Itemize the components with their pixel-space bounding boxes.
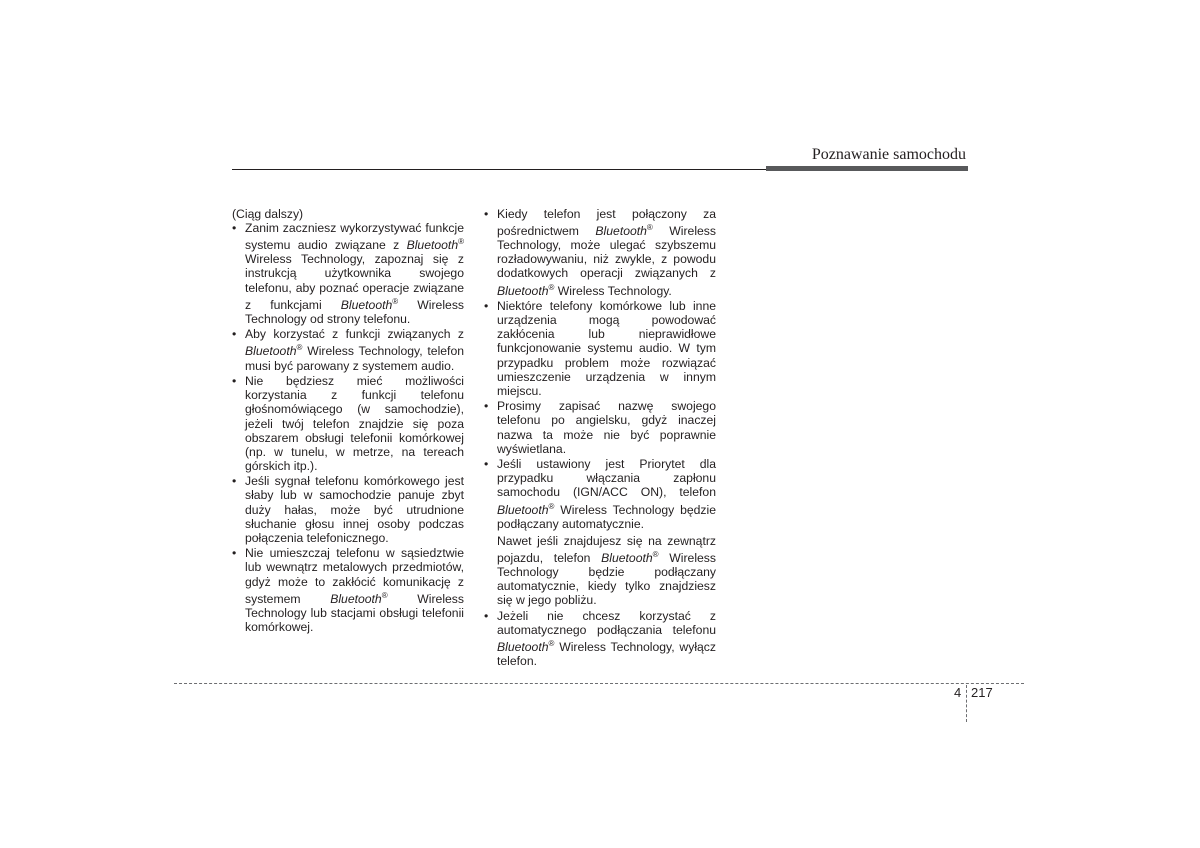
registered-mark: ®: [392, 296, 399, 306]
bullet-item: [484, 299, 716, 398]
bullet-item: [232, 546, 464, 634]
bluetooth-term: Bluetooth: [406, 238, 459, 253]
bullet-text: Wireless Technology będzie podłączany automatycznie.: [497, 502, 716, 531]
bluetooth-term: Bluetooth: [497, 283, 549, 298]
bullet-text: Wireless Technology będzie podłączany automatycznie, kiedy tylko znajdziesz się w jego pobliżu.: [497, 550, 716, 608]
bullet-item: [484, 609, 716, 668]
bullet-text: Aby korzystać z funkcji związanych z: [245, 327, 464, 342]
registered-mark: ®: [381, 590, 388, 600]
bullet-text: Wireless Technology lub stacjami obsługi telefonii komórkowej.: [245, 591, 464, 634]
bluetooth-term: Bluetooth: [245, 344, 297, 359]
registered-mark: ®: [646, 223, 653, 233]
registered-mark: ®: [548, 501, 555, 511]
bullet-text: Nie będziesz mieć możliwości korzystania z funkcji telefonu głośnomówiącego (w samochodzie), jeżeli twój telefon znajdzie się poza obszarem obsługi telefonii komórkowej (np. w tunelu, w metrze, na tereach górskich itp.).: [245, 374, 464, 473]
footer-divider: [966, 685, 967, 722]
page-number: 217: [971, 685, 993, 700]
bullet-text: Wireless Technology, telefon musi być parowany z systemem audio.: [245, 344, 464, 373]
bullet-text: Niektóre telefony komórkowe lub inne urządzenia mogą powodować zakłócenia lub nieprawidłowe funkcjonowanie systemu audio. W tym przypadku problem może rozwiązać umieszczenie urządzenia w innym miejscu.: [497, 299, 716, 398]
bullet-text: Jeśli sygnał telefonu komórkowego jest słaby lub w samochodzie panuje zbyt duży hałas, może być utrudnione słuchanie głosu innej osoby podczas połączenia telefonicznego.: [245, 474, 464, 545]
bluetooth-term: Bluetooth: [601, 550, 653, 565]
bullet-text: Zanim zaczniesz wykorzystywać funkcje systemu audio związane z: [245, 221, 464, 253]
registered-mark: ®: [652, 549, 659, 559]
registered-mark: ®: [548, 282, 555, 292]
right-column: [484, 207, 716, 670]
registered-mark: ®: [296, 343, 303, 353]
footer-rule: [174, 683, 1024, 684]
bullet-text: Wireless Technology.: [554, 283, 672, 298]
bluetooth-term: Bluetooth: [595, 224, 647, 239]
bullet-text: Nawet jeśli znajdujesz się na zewnątrz pojazdu, telefon: [497, 533, 716, 565]
header-rule: [232, 169, 766, 170]
bullet-text: Wireless Technology, może ulegać szybszemu rozładowywaniu, niż zwykle, z powodu dodatkowych operacji związanych z: [497, 224, 716, 281]
right-bullet-list: [484, 207, 716, 668]
bullet-extra-paragraph: [497, 534, 716, 608]
bullet-item: [484, 457, 716, 607]
section-title: Poznawanie samochodu: [811, 146, 966, 163]
bullet-text: Kiedy telefon jest połączony za pośrednictwem: [497, 207, 716, 239]
left-column: [232, 207, 464, 635]
registered-mark: ®: [458, 237, 464, 247]
bullet-item: [484, 207, 716, 298]
chapter-number: 4: [954, 685, 962, 700]
bullet-item: [232, 221, 464, 326]
left-bullet-list: [232, 221, 464, 634]
registered-mark: ®: [548, 638, 555, 648]
bluetooth-term: Bluetooth: [497, 640, 549, 655]
bluetooth-term: Bluetooth: [497, 502, 549, 517]
bullet-item: [484, 399, 716, 455]
bluetooth-term: Bluetooth: [340, 297, 393, 312]
bullet-text: Jeżeli nie chcesz korzystać z automatycznego podłączania telefonu: [497, 608, 716, 637]
bullet-text: Jeśli ustawiony jest Priorytet dla przypadku włączania zapłonu samochodu (IGN/ACC ON), telefon: [497, 457, 716, 500]
bullet-text: Wireless Technology, wyłącz telefon.: [497, 640, 716, 669]
bullet-text: Prosimy zapisać nazwę swojego telefonu po angielsku, gdyż inaczej nazwa ta może nie być poprawnie wyświetlana.: [497, 399, 716, 456]
bullet-text: Nie umieszczaj telefonu w sąsiedztwie lub wewnątrz metalowych przedmiotów, gdyż może to zakłócić komunikację z systemem: [245, 546, 464, 606]
bullet-text: Wireless Technology, zapoznaj się z instrukcją użytkownika swojego telefonu, aby poznać operacje związane z funkcjami: [245, 252, 464, 312]
bullet-item: [232, 474, 464, 544]
bullet-item: [232, 327, 464, 372]
bluetooth-term: Bluetooth: [330, 591, 382, 606]
header-bar: [766, 166, 968, 171]
bullet-text: Wireless Technology od strony telefonu.: [245, 297, 465, 326]
continued-label: (Ciąg dalszy): [232, 207, 304, 221]
bullet-item: [232, 374, 464, 473]
